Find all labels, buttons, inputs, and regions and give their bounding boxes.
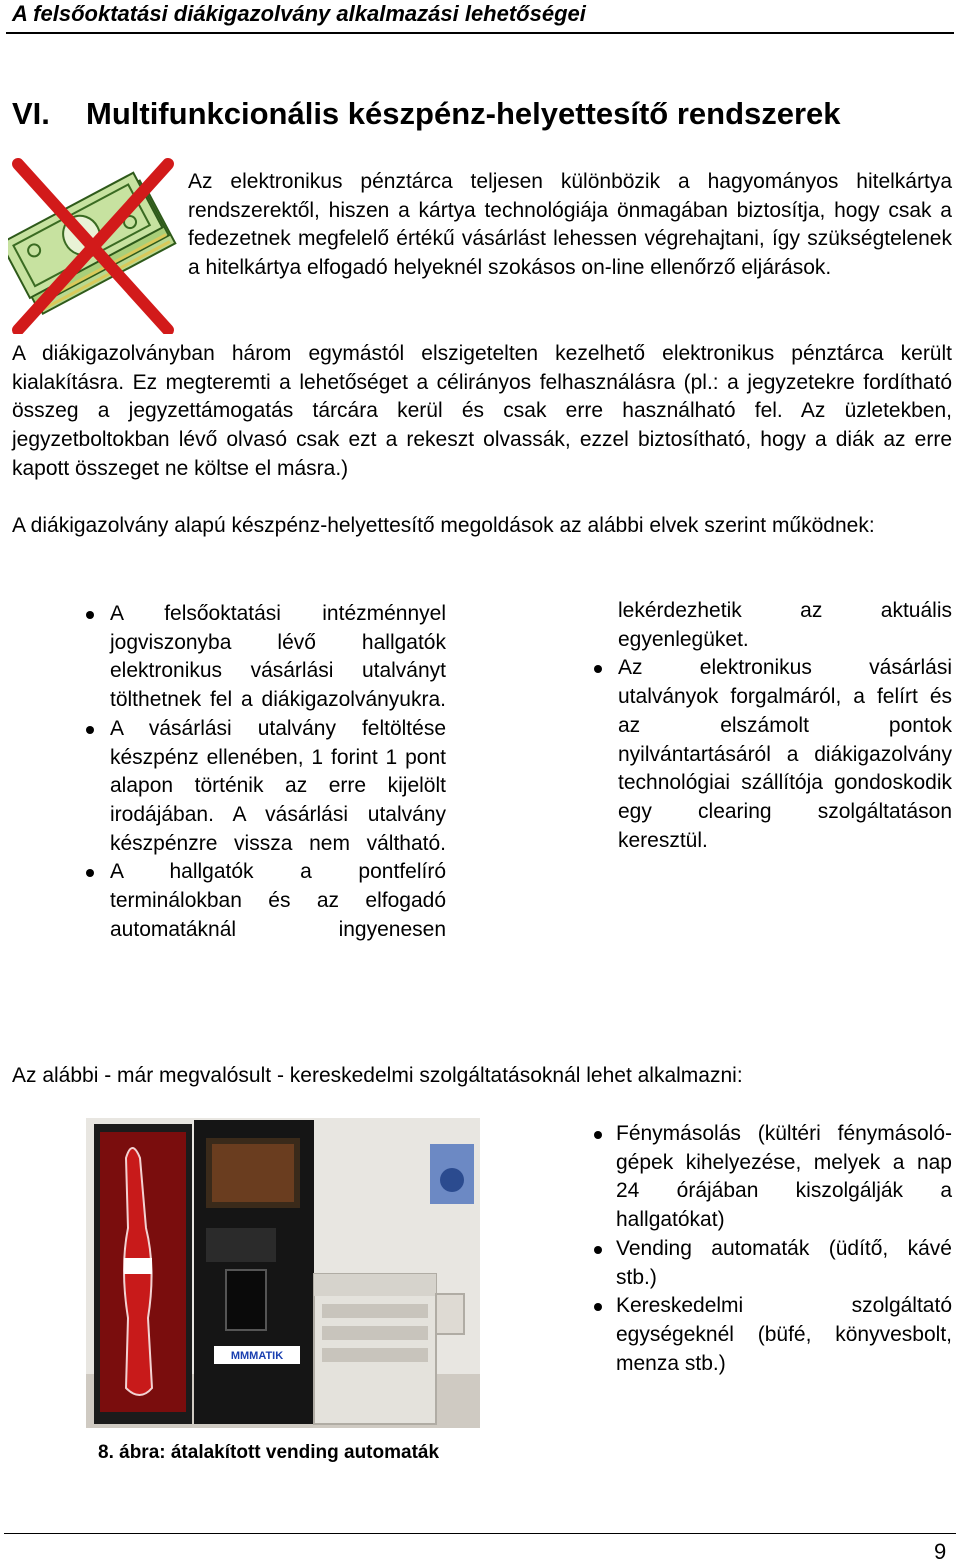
list-item [590, 1120, 952, 1235]
principles-list-left [82, 600, 446, 944]
service-text: Fénymásolás (kültéri fénymásoló-gépek kihelyezése, melyek a nap 24 órájában kiszolgálják a hallgatókat) [616, 1122, 952, 1232]
services-list [590, 1120, 952, 1378]
principle-text: A hallgatók a pontfelíró terminálokban és az elfogadó automatáknál ingyenesen [110, 860, 446, 941]
wallet-paragraph: A diákigazolványban három egymástól elszigetelten kezelhető elektronikus pénztárca került kialakításra. Ez megteremti a lehetőséget a célirányos felhasználásra (pl.: a jegyzetekre fordítható összeg a jegyzettámogatás tárcára kerül és csak erre használható fel. Az üzletekben, jegyzetboltokban lévő olvasó csak ezt a rekeszt olvassák, ezzel biztosítható, hogy a diák az erre kapott összeget ne költse el másra.) [12, 342, 952, 480]
principles-list-right [590, 597, 952, 855]
bullet-icon [594, 1303, 602, 1311]
chapter-title: Multifunkcionális készpénz-helyettesítő rendszerek [86, 96, 841, 131]
page-number: 9 [934, 1539, 947, 1564]
bullet-icon [594, 1246, 602, 1254]
bullet-icon [86, 726, 94, 734]
service-text: Vending automaták (üdítő, kávé stb.) [616, 1236, 952, 1289]
list-item [82, 600, 446, 715]
principle-continuation: lekérdezhetik az aktuális egyenlegüket. [618, 599, 952, 651]
crossed-money-icon [8, 158, 180, 334]
list-item [82, 858, 446, 944]
services-intro-paragraph: Az alábbi - már megvalósult - kereskedelmi szolgáltatásoknál lehet alkalmazni: [12, 1064, 743, 1087]
chapter-number: VI. [12, 96, 50, 131]
intro-paragraph: Az elektronikus pénztárca teljesen különbözik a hagyományos hitelkártya rendszerektől, hiszen a kártya technológiája önmagában biztosítja, hogy csak a fedezetnek megfelelő értékű vásárlást lehessen végrehajtani, így szükségtelenek a hitelkártya elfogadó helyeknél szokásos on-line ellenőrző eljárások. [188, 170, 952, 280]
list-item [590, 654, 952, 855]
bullet-icon [594, 665, 602, 673]
principle-text: A vásárlási utalvány feltöltése készpénz ellenében, 1 forint 1 pont alapon történik az erre kijelölt irodájában. A vásárlási utalvány készpénzre vissza nem váltható. [110, 716, 446, 855]
list-item [590, 1292, 952, 1378]
figure-caption: 8. ábra: átalakított vending automaták [98, 1442, 440, 1463]
footer-divider [4, 1533, 956, 1534]
list-item [82, 715, 446, 859]
bullet-icon [86, 869, 94, 877]
list-item [590, 1235, 952, 1292]
principle-text: Az elektronikus vásárlási utalványok forgalmáról, a felírt és az elszámolt pontok nyilvántartásáról a diákigazolvány technológiai szállítója gondoskodik egy clearing szolgáltatáson keresztül. [618, 656, 952, 852]
header-divider [6, 32, 954, 34]
running-header-title: A felsőoktatási diákigazolvány alkalmazási lehetőségei [12, 1, 586, 26]
machine-brand-label: MMMATIK [230, 1350, 284, 1362]
principles-list-right-items [590, 654, 952, 855]
vending-machines-photo [86, 1118, 480, 1428]
principle-text: A felsőoktatási intézménnyel jogviszonyba lévő hallgatók elektronikus vásárlási utalványt tölthetnek fel a diákigazolványukra. [110, 602, 446, 712]
bullet-icon [86, 611, 94, 619]
bullet-icon [594, 1131, 602, 1139]
service-text: Kereskedelmi szolgáltató egységeknél (büfé, könyvesbolt, menza stb.) [616, 1294, 952, 1375]
principles-intro-paragraph: A diákigazolvány alapú készpénz-helyettesítő megoldások az alábbi elvek szerint működnek: [12, 514, 875, 537]
